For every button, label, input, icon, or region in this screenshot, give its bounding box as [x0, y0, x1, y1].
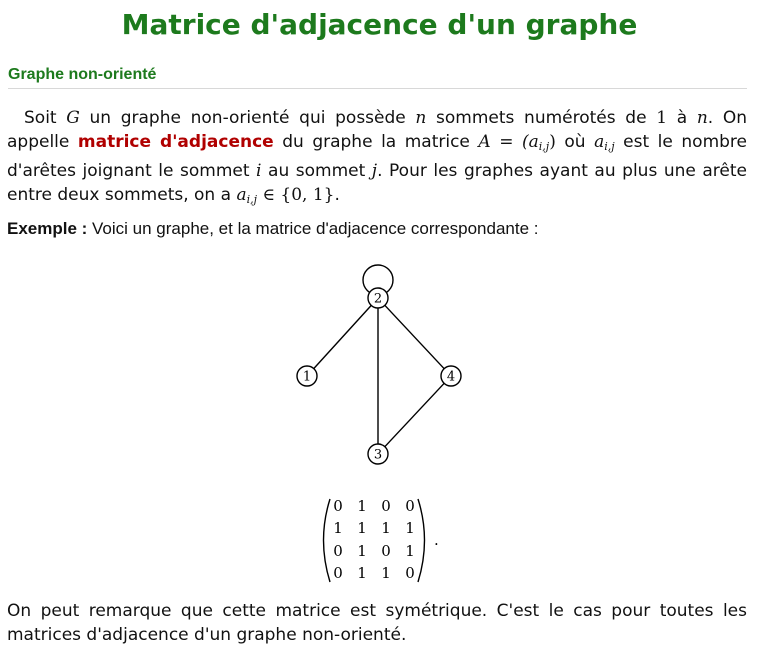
matrix-cell: 1: [333, 519, 343, 537]
edge-2-4: [385, 305, 444, 368]
matrix-right-paren: [418, 499, 425, 582]
matrix-cell: 1: [357, 542, 367, 560]
conclusion-paragraph: On peut remarque que cette matrice est symétrique. C'est le cas pour toutes les matrices d'adjacence d'un graphe non-orienté.: [7, 601, 747, 645]
graph-node-2: [368, 288, 388, 308]
example-text: Voici un graphe, et la matrice d'adjacence correspondante :: [87, 219, 539, 238]
edge-3-4: [385, 383, 444, 446]
matrix-cell: 0: [381, 542, 391, 560]
edge-1-2: [314, 305, 372, 368]
definition-paragraph: Soit G un graphe non-orienté qui possède n sommets numérotés de 1 à n. On appelle matrice d'adjacence du graphe la matrice $A = (a_{i,j})$ où $a_{i,j}$ est le nombre d'arêtes joignant le sommet i au sommet j. Pour les graphes ayant au plus une arête entre deux sommets, on a $a_{i,j}$ ∈ {0, 1}.: [7, 108, 747, 206]
graph-node-1: [297, 366, 317, 386]
matrix-cell: 1: [357, 497, 367, 515]
matrix-trailing-period: .: [434, 531, 439, 549]
svg-text:2: 2: [373, 291, 383, 307]
matrix-cell: 0: [333, 497, 343, 515]
svg-text:4: 4: [446, 369, 456, 385]
matrix-cell: 1: [381, 564, 391, 582]
svg-text:3: 3: [373, 447, 383, 463]
highlighted-term: matrice d'adjacence: [77, 132, 274, 152]
graph-node-4: [441, 366, 461, 386]
matrix-left-paren: [324, 499, 331, 582]
matrix-cell: 1: [357, 519, 367, 537]
matrix-cell: 1: [357, 564, 367, 582]
matrix-cell: 0: [333, 564, 343, 582]
graph-node-3: [368, 444, 388, 464]
matrix-cell: 0: [405, 497, 415, 515]
matrix-cell: 1: [405, 519, 415, 537]
matrix-cell: 0: [405, 564, 415, 582]
matrix-cell: 1: [405, 542, 415, 560]
adjacency-matrix: [324, 497, 439, 582]
example-label: Exemple :: [7, 219, 88, 238]
matrix-cell: 0: [333, 542, 343, 560]
section-heading: Graphe non-orienté: [8, 66, 747, 89]
matrix-cell: 1: [381, 519, 391, 537]
graph-nodes: [297, 288, 461, 464]
svg-text:1: 1: [302, 369, 312, 385]
page-title: Matrice d'adjacence d'un graphe: [121, 8, 638, 41]
matrix-cell: 0: [381, 497, 391, 515]
